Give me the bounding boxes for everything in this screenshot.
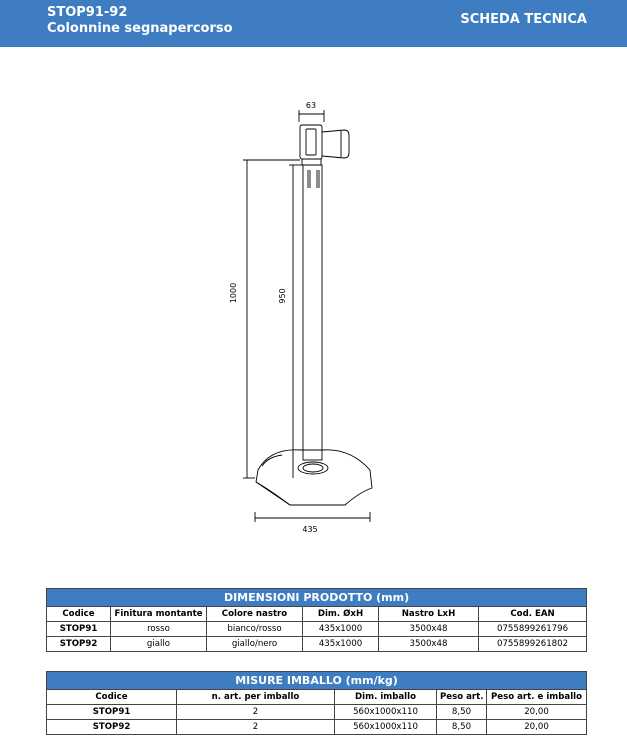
table-cell-code: STOP91 bbox=[47, 622, 111, 637]
table-cell: 3500x48 bbox=[379, 637, 479, 652]
column-header: Finitura montante bbox=[111, 607, 207, 622]
column-header: Codice bbox=[47, 607, 111, 622]
table-cell: 2 bbox=[177, 720, 335, 735]
product-subtitle: Colonnine segnapercorso bbox=[47, 21, 233, 36]
column-header: Peso art. e imballo bbox=[487, 690, 587, 705]
post-base bbox=[256, 450, 372, 505]
table-cell: bianco/rosso bbox=[207, 622, 303, 637]
product-code-title: STOP91-92 bbox=[47, 5, 128, 20]
table-cell: 435x1000 bbox=[303, 622, 379, 637]
product-table-title: DIMENSIONI PRODOTTO (mm) bbox=[47, 589, 587, 607]
header-bar bbox=[0, 0, 627, 47]
table-cell-code: STOP92 bbox=[47, 720, 177, 735]
post-tube bbox=[303, 165, 322, 460]
column-header: Dim. imballo bbox=[335, 690, 437, 705]
dim-label-base-width: 435 bbox=[302, 525, 318, 534]
table-row bbox=[47, 637, 587, 652]
column-header: n. art. per imballo bbox=[177, 690, 335, 705]
table-row bbox=[47, 720, 587, 735]
table-cell: 0755899261802 bbox=[479, 637, 587, 652]
belt-cassette-head bbox=[300, 125, 322, 159]
table-cell: 3500x48 bbox=[379, 622, 479, 637]
table-cell: 8,50 bbox=[437, 705, 487, 720]
table-cell: 20,00 bbox=[487, 720, 587, 735]
column-header: Nastro LxH bbox=[379, 607, 479, 622]
dim-label-total-height: 1000 bbox=[229, 282, 238, 304]
table-cell: 560x1000x110 bbox=[335, 720, 437, 735]
table-cell: 435x1000 bbox=[303, 637, 379, 652]
dim-label-top: 63 bbox=[305, 101, 317, 110]
column-header: Colore nastro bbox=[207, 607, 303, 622]
packaging-table-title: MISURE IMBALLO (mm/kg) bbox=[47, 672, 587, 690]
datasheet-label: SCHEDA TECNICA bbox=[460, 12, 587, 27]
dim-label-post-height: 950 bbox=[278, 288, 287, 304]
column-header: Peso art. bbox=[437, 690, 487, 705]
table-row bbox=[47, 622, 587, 637]
table-cell: 2 bbox=[177, 705, 335, 720]
table-cell: 20,00 bbox=[487, 705, 587, 720]
column-header: Cod. EAN bbox=[479, 607, 587, 622]
product-dimensions-table bbox=[46, 588, 587, 652]
table-cell: 560x1000x110 bbox=[335, 705, 437, 720]
table-cell: rosso bbox=[111, 622, 207, 637]
technical-drawing bbox=[0, 90, 627, 540]
table-cell: giallo bbox=[111, 637, 207, 652]
table-row bbox=[47, 705, 587, 720]
table-cell-code: STOP91 bbox=[47, 705, 177, 720]
column-header: Dim. ØxH bbox=[303, 607, 379, 622]
table-cell: giallo/nero bbox=[207, 637, 303, 652]
table-cell: 8,50 bbox=[437, 720, 487, 735]
column-header: Codice bbox=[47, 690, 177, 705]
packaging-table bbox=[46, 671, 587, 735]
table-cell-code: STOP92 bbox=[47, 637, 111, 652]
table-cell: 0755899261796 bbox=[479, 622, 587, 637]
